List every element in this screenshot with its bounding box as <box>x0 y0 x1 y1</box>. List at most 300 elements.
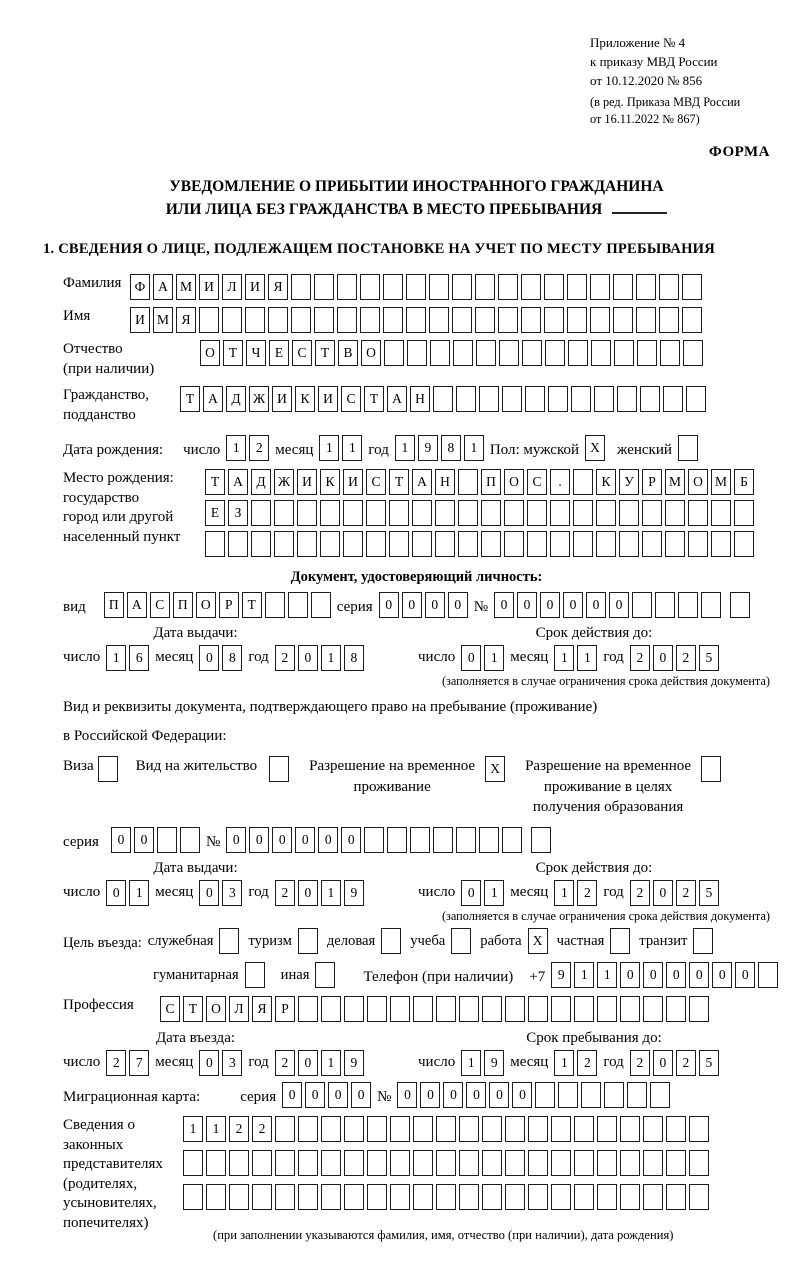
right-issue-month-input[interactable] <box>199 880 242 906</box>
cell[interactable]: Я <box>268 274 288 300</box>
cell[interactable]: 1 <box>574 962 594 988</box>
cell[interactable]: 0 <box>489 1082 509 1108</box>
cell[interactable]: Ч <box>246 340 266 366</box>
residence-permit-checkbox[interactable] <box>269 756 289 782</box>
doc-valid-month-input[interactable] <box>554 645 597 671</box>
right-series-input[interactable] <box>111 827 200 853</box>
cell[interactable]: О <box>361 340 381 366</box>
cell[interactable]: 1 <box>129 880 149 906</box>
cell[interactable] <box>522 340 542 366</box>
doc-issue-year-input[interactable] <box>275 645 364 671</box>
cell[interactable]: С <box>160 996 180 1022</box>
cell[interactable]: 0 <box>298 1050 318 1076</box>
cell[interactable]: 0 <box>689 962 709 988</box>
cell[interactable]: 1 <box>461 1050 481 1076</box>
cell[interactable] <box>383 274 403 300</box>
cell[interactable] <box>387 827 407 853</box>
cell[interactable] <box>665 500 685 526</box>
cell[interactable] <box>660 340 680 366</box>
cell[interactable] <box>367 1184 387 1210</box>
cell[interactable] <box>567 274 587 300</box>
cell[interactable] <box>620 996 640 1022</box>
cell[interactable] <box>551 1116 571 1142</box>
cell[interactable] <box>269 756 289 782</box>
representatives-line1[interactable] <box>183 1116 709 1142</box>
cell[interactable] <box>406 307 426 333</box>
cell[interactable] <box>436 1116 456 1142</box>
cell[interactable] <box>636 274 656 300</box>
cell[interactable] <box>381 928 401 954</box>
sex-female-checkbox[interactable] <box>678 435 698 461</box>
cell[interactable]: А <box>203 386 223 412</box>
citizenship-input[interactable] <box>180 386 706 412</box>
cell[interactable]: 1 <box>206 1116 226 1142</box>
cell[interactable] <box>252 1184 272 1210</box>
cell[interactable] <box>637 340 657 366</box>
cell[interactable] <box>711 531 731 557</box>
cell[interactable]: 1 <box>554 645 574 671</box>
cell[interactable]: 2 <box>275 1050 295 1076</box>
cell[interactable]: 0 <box>461 880 481 906</box>
cell[interactable]: М <box>176 274 196 300</box>
cell[interactable] <box>275 1116 295 1142</box>
cell[interactable]: 1 <box>577 645 597 671</box>
cell[interactable] <box>701 756 721 782</box>
cell[interactable] <box>297 500 317 526</box>
cell[interactable] <box>245 962 265 988</box>
name-input[interactable] <box>130 307 702 333</box>
cell[interactable] <box>551 1150 571 1176</box>
cell[interactable] <box>475 274 495 300</box>
cell[interactable]: 0 <box>295 827 315 853</box>
cell[interactable] <box>475 307 495 333</box>
cell[interactable] <box>314 274 334 300</box>
cell[interactable]: О <box>206 996 226 1022</box>
cell[interactable] <box>360 307 380 333</box>
cell[interactable] <box>367 996 387 1022</box>
right-valid-day-input[interactable] <box>461 880 504 906</box>
purpose-work-checkbox[interactable] <box>528 928 548 954</box>
cell[interactable] <box>321 1150 341 1176</box>
cell[interactable]: 1 <box>342 435 362 461</box>
cell[interactable] <box>459 1116 479 1142</box>
cell[interactable] <box>451 928 471 954</box>
cell[interactable]: 0 <box>512 1082 532 1108</box>
cell[interactable] <box>436 1150 456 1176</box>
cell[interactable] <box>525 386 545 412</box>
stay-day-input[interactable] <box>461 1050 504 1076</box>
cell[interactable] <box>436 996 456 1022</box>
cell[interactable]: 9 <box>344 880 364 906</box>
cell[interactable] <box>597 1184 617 1210</box>
cell[interactable] <box>650 1082 670 1108</box>
cell[interactable] <box>311 592 331 618</box>
cell[interactable]: К <box>320 469 340 495</box>
cell[interactable]: . <box>550 469 570 495</box>
cell[interactable] <box>678 592 698 618</box>
cell[interactable] <box>288 592 308 618</box>
birth-place-line2[interactable] <box>205 500 754 526</box>
cell[interactable]: Т <box>223 340 243 366</box>
document-kind-input[interactable] <box>104 592 331 618</box>
cell[interactable]: И <box>297 469 317 495</box>
cell[interactable] <box>456 827 476 853</box>
cell[interactable] <box>366 531 386 557</box>
cell[interactable]: 1 <box>106 645 126 671</box>
cell[interactable] <box>659 274 679 300</box>
purpose-transit-checkbox[interactable] <box>693 928 713 954</box>
cell[interactable] <box>683 340 703 366</box>
cell[interactable] <box>590 307 610 333</box>
cell[interactable] <box>479 827 499 853</box>
cell[interactable]: 1 <box>321 1050 341 1076</box>
cell[interactable]: 3 <box>222 1050 242 1076</box>
cell[interactable]: П <box>173 592 193 618</box>
doc-valid-year-input[interactable] <box>630 645 719 671</box>
cell[interactable] <box>206 1184 226 1210</box>
cell[interactable] <box>666 1150 686 1176</box>
cell[interactable] <box>643 1150 663 1176</box>
cell[interactable]: 2 <box>249 435 269 461</box>
cell[interactable] <box>527 531 547 557</box>
cell[interactable]: С <box>366 469 386 495</box>
cell[interactable]: Л <box>222 274 242 300</box>
cell[interactable]: 0 <box>379 592 399 618</box>
stay-month-input[interactable] <box>554 1050 597 1076</box>
cell[interactable] <box>275 1150 295 1176</box>
cell[interactable] <box>367 1150 387 1176</box>
cell[interactable] <box>551 1184 571 1210</box>
cell[interactable] <box>459 1184 479 1210</box>
cell[interactable] <box>412 531 432 557</box>
purpose-tourism-checkbox[interactable] <box>298 928 318 954</box>
cell[interactable] <box>613 307 633 333</box>
cell[interactable] <box>205 531 225 557</box>
cell[interactable] <box>610 928 630 954</box>
cell[interactable]: X <box>485 756 505 782</box>
cell[interactable] <box>321 1184 341 1210</box>
cell[interactable]: 0 <box>425 592 445 618</box>
temp-residence-edu-checkbox[interactable] <box>701 756 721 782</box>
cell[interactable] <box>596 531 616 557</box>
cell[interactable] <box>551 996 571 1022</box>
cell[interactable] <box>574 1116 594 1142</box>
cell[interactable]: 0 <box>328 1082 348 1108</box>
doc-issue-day-input[interactable] <box>106 645 149 671</box>
cell[interactable] <box>659 307 679 333</box>
cell[interactable]: X <box>585 435 605 461</box>
cell[interactable] <box>435 531 455 557</box>
entry-month-input[interactable] <box>199 1050 242 1076</box>
cell[interactable]: 2 <box>630 1050 650 1076</box>
cell[interactable] <box>344 1184 364 1210</box>
cell[interactable] <box>573 500 593 526</box>
cell[interactable] <box>482 1150 502 1176</box>
cell[interactable]: 0 <box>298 880 318 906</box>
cell[interactable] <box>433 827 453 853</box>
cell[interactable] <box>568 340 588 366</box>
cell[interactable]: Е <box>269 340 289 366</box>
cell[interactable]: 0 <box>282 1082 302 1108</box>
cell[interactable] <box>459 996 479 1022</box>
cell[interactable] <box>413 1150 433 1176</box>
purpose-other-checkbox[interactable] <box>315 962 335 988</box>
cell[interactable]: 0 <box>494 592 514 618</box>
cell[interactable]: Т <box>205 469 225 495</box>
cell[interactable]: 1 <box>554 880 574 906</box>
cell[interactable]: 0 <box>111 827 131 853</box>
cell[interactable] <box>274 500 294 526</box>
cell[interactable]: 2 <box>229 1116 249 1142</box>
cell[interactable]: 0 <box>666 962 686 988</box>
purpose-business-checkbox[interactable] <box>381 928 401 954</box>
cell[interactable]: 0 <box>318 827 338 853</box>
cell[interactable] <box>548 386 568 412</box>
cell[interactable]: 1 <box>395 435 415 461</box>
cell[interactable] <box>693 928 713 954</box>
cell[interactable]: 2 <box>275 880 295 906</box>
cell[interactable]: 8 <box>344 645 364 671</box>
right-valid-year-input[interactable] <box>630 880 719 906</box>
birth-place-line1[interactable] <box>205 469 754 495</box>
right-valid-month-input[interactable] <box>554 880 597 906</box>
cell[interactable]: 1 <box>484 645 504 671</box>
cell[interactable] <box>337 307 357 333</box>
cell[interactable]: 1 <box>554 1050 574 1076</box>
cell[interactable]: 0 <box>341 827 361 853</box>
cell[interactable] <box>344 996 364 1022</box>
right-number-extra-cell[interactable] <box>531 827 551 853</box>
cell[interactable] <box>321 996 341 1022</box>
cell[interactable] <box>410 827 430 853</box>
cell[interactable] <box>344 1116 364 1142</box>
visa-checkbox[interactable] <box>98 756 118 782</box>
cell[interactable] <box>482 1116 502 1142</box>
cell[interactable] <box>265 592 285 618</box>
cell[interactable] <box>642 531 662 557</box>
cell[interactable] <box>597 1150 617 1176</box>
cell[interactable]: У <box>619 469 639 495</box>
cell[interactable] <box>314 307 334 333</box>
cell[interactable] <box>291 274 311 300</box>
cell[interactable] <box>364 827 384 853</box>
cell[interactable]: М <box>665 469 685 495</box>
cell[interactable] <box>689 996 709 1022</box>
cell[interactable] <box>636 307 656 333</box>
cell[interactable] <box>452 307 472 333</box>
cell[interactable] <box>367 1116 387 1142</box>
cell[interactable]: В <box>338 340 358 366</box>
cell[interactable]: 2 <box>275 645 295 671</box>
cell[interactable] <box>535 1082 555 1108</box>
cell[interactable]: Ж <box>249 386 269 412</box>
cell[interactable] <box>343 531 363 557</box>
cell[interactable] <box>291 307 311 333</box>
cell[interactable] <box>627 1082 647 1108</box>
cell[interactable] <box>429 307 449 333</box>
cell[interactable] <box>275 1184 295 1210</box>
cell[interactable]: И <box>343 469 363 495</box>
cell[interactable] <box>567 307 587 333</box>
cell[interactable] <box>527 500 547 526</box>
cell[interactable] <box>298 1116 318 1142</box>
cell[interactable]: О <box>196 592 216 618</box>
cell[interactable] <box>219 928 239 954</box>
cell[interactable] <box>320 500 340 526</box>
cell[interactable] <box>574 1184 594 1210</box>
cell[interactable]: А <box>387 386 407 412</box>
cell[interactable] <box>268 307 288 333</box>
cell[interactable] <box>456 386 476 412</box>
cell[interactable] <box>550 500 570 526</box>
cell[interactable] <box>206 1150 226 1176</box>
purpose-study-checkbox[interactable] <box>451 928 471 954</box>
cell[interactable]: Ж <box>274 469 294 495</box>
cell[interactable]: Т <box>180 386 200 412</box>
birth-year-input[interactable] <box>395 435 484 461</box>
cell[interactable]: 1 <box>226 435 246 461</box>
cell[interactable] <box>389 531 409 557</box>
cell[interactable]: П <box>481 469 501 495</box>
cell[interactable] <box>502 827 522 853</box>
cell[interactable]: М <box>153 307 173 333</box>
cell[interactable]: И <box>318 386 338 412</box>
cell[interactable]: З <box>228 500 248 526</box>
cell[interactable] <box>406 274 426 300</box>
purpose-humanitarian-checkbox[interactable] <box>245 962 265 988</box>
cell[interactable]: С <box>527 469 547 495</box>
cell[interactable] <box>655 592 675 618</box>
cell[interactable] <box>544 274 564 300</box>
patronymic-input[interactable] <box>200 340 703 366</box>
cell[interactable] <box>479 386 499 412</box>
cell[interactable] <box>528 1116 548 1142</box>
cell[interactable] <box>183 1150 203 1176</box>
cell[interactable] <box>528 1150 548 1176</box>
cell[interactable] <box>678 435 698 461</box>
cell[interactable]: 2 <box>106 1050 126 1076</box>
cell[interactable]: П <box>104 592 124 618</box>
cell[interactable] <box>407 340 427 366</box>
cell[interactable] <box>274 531 294 557</box>
doc-valid-day-input[interactable] <box>461 645 504 671</box>
cell[interactable] <box>453 340 473 366</box>
cell[interactable] <box>730 592 750 618</box>
cell[interactable]: 0 <box>199 1050 219 1076</box>
cell[interactable]: Л <box>229 996 249 1022</box>
cell[interactable] <box>581 1082 601 1108</box>
cell[interactable] <box>251 500 271 526</box>
cell[interactable] <box>98 756 118 782</box>
cell[interactable]: М <box>711 469 731 495</box>
cell[interactable] <box>544 307 564 333</box>
cell[interactable] <box>505 1116 525 1142</box>
cell[interactable] <box>604 1082 624 1108</box>
cell[interactable] <box>505 1150 525 1176</box>
cell[interactable] <box>383 307 403 333</box>
cell[interactable] <box>320 531 340 557</box>
cell[interactable] <box>591 340 611 366</box>
representatives-line3[interactable] <box>183 1184 709 1210</box>
cell[interactable] <box>590 274 610 300</box>
cell[interactable] <box>430 340 450 366</box>
cell[interactable] <box>458 469 478 495</box>
cell[interactable]: 0 <box>134 827 154 853</box>
cell[interactable]: 0 <box>443 1082 463 1108</box>
cell[interactable] <box>433 386 453 412</box>
surname-input[interactable] <box>130 274 702 300</box>
cell[interactable]: И <box>272 386 292 412</box>
cell[interactable] <box>199 307 219 333</box>
cell[interactable] <box>663 386 683 412</box>
cell[interactable] <box>666 1184 686 1210</box>
cell[interactable]: Я <box>176 307 196 333</box>
cell[interactable]: 7 <box>129 1050 149 1076</box>
cell[interactable] <box>360 274 380 300</box>
cell[interactable]: 0 <box>272 827 292 853</box>
cell[interactable] <box>528 996 548 1022</box>
right-issue-day-input[interactable] <box>106 880 149 906</box>
cell[interactable] <box>734 531 754 557</box>
cell[interactable] <box>298 928 318 954</box>
purpose-official-checkbox[interactable] <box>219 928 239 954</box>
cell[interactable]: Р <box>275 996 295 1022</box>
cell[interactable]: 1 <box>319 435 339 461</box>
cell[interactable] <box>229 1150 249 1176</box>
cell[interactable] <box>597 996 617 1022</box>
cell[interactable]: К <box>295 386 315 412</box>
cell[interactable] <box>682 274 702 300</box>
cell[interactable]: А <box>153 274 173 300</box>
cell[interactable] <box>666 1116 686 1142</box>
birth-day-input[interactable] <box>226 435 269 461</box>
cell[interactable] <box>596 500 616 526</box>
cell[interactable]: 0 <box>199 880 219 906</box>
document-series-input[interactable] <box>379 592 468 618</box>
cell[interactable]: Е <box>205 500 225 526</box>
sex-male-checkbox[interactable] <box>585 435 605 461</box>
cell[interactable] <box>528 1184 548 1210</box>
cell[interactable]: 0 <box>420 1082 440 1108</box>
cell[interactable] <box>435 500 455 526</box>
cell[interactable]: 1 <box>484 880 504 906</box>
cell[interactable]: Б <box>734 469 754 495</box>
cell[interactable]: Р <box>642 469 662 495</box>
cell[interactable]: 6 <box>129 645 149 671</box>
cell[interactable] <box>298 1184 318 1210</box>
cell[interactable]: 0 <box>466 1082 486 1108</box>
cell[interactable] <box>384 340 404 366</box>
cell[interactable] <box>620 1150 640 1176</box>
cell[interactable]: И <box>130 307 150 333</box>
cell[interactable]: Т <box>315 340 335 366</box>
cell[interactable] <box>642 500 662 526</box>
stay-year-input[interactable] <box>630 1050 719 1076</box>
cell[interactable]: 0 <box>461 645 481 671</box>
cell[interactable]: 0 <box>199 645 219 671</box>
cell[interactable]: 2 <box>252 1116 272 1142</box>
cell[interactable] <box>228 531 248 557</box>
cell[interactable] <box>298 996 318 1022</box>
purpose-private-checkbox[interactable] <box>610 928 630 954</box>
cell[interactable]: С <box>341 386 361 412</box>
cell[interactable] <box>413 996 433 1022</box>
cell[interactable] <box>573 531 593 557</box>
cell[interactable]: 2 <box>676 1050 696 1076</box>
cell[interactable]: Т <box>389 469 409 495</box>
cell[interactable] <box>688 500 708 526</box>
cell[interactable]: Ф <box>130 274 150 300</box>
